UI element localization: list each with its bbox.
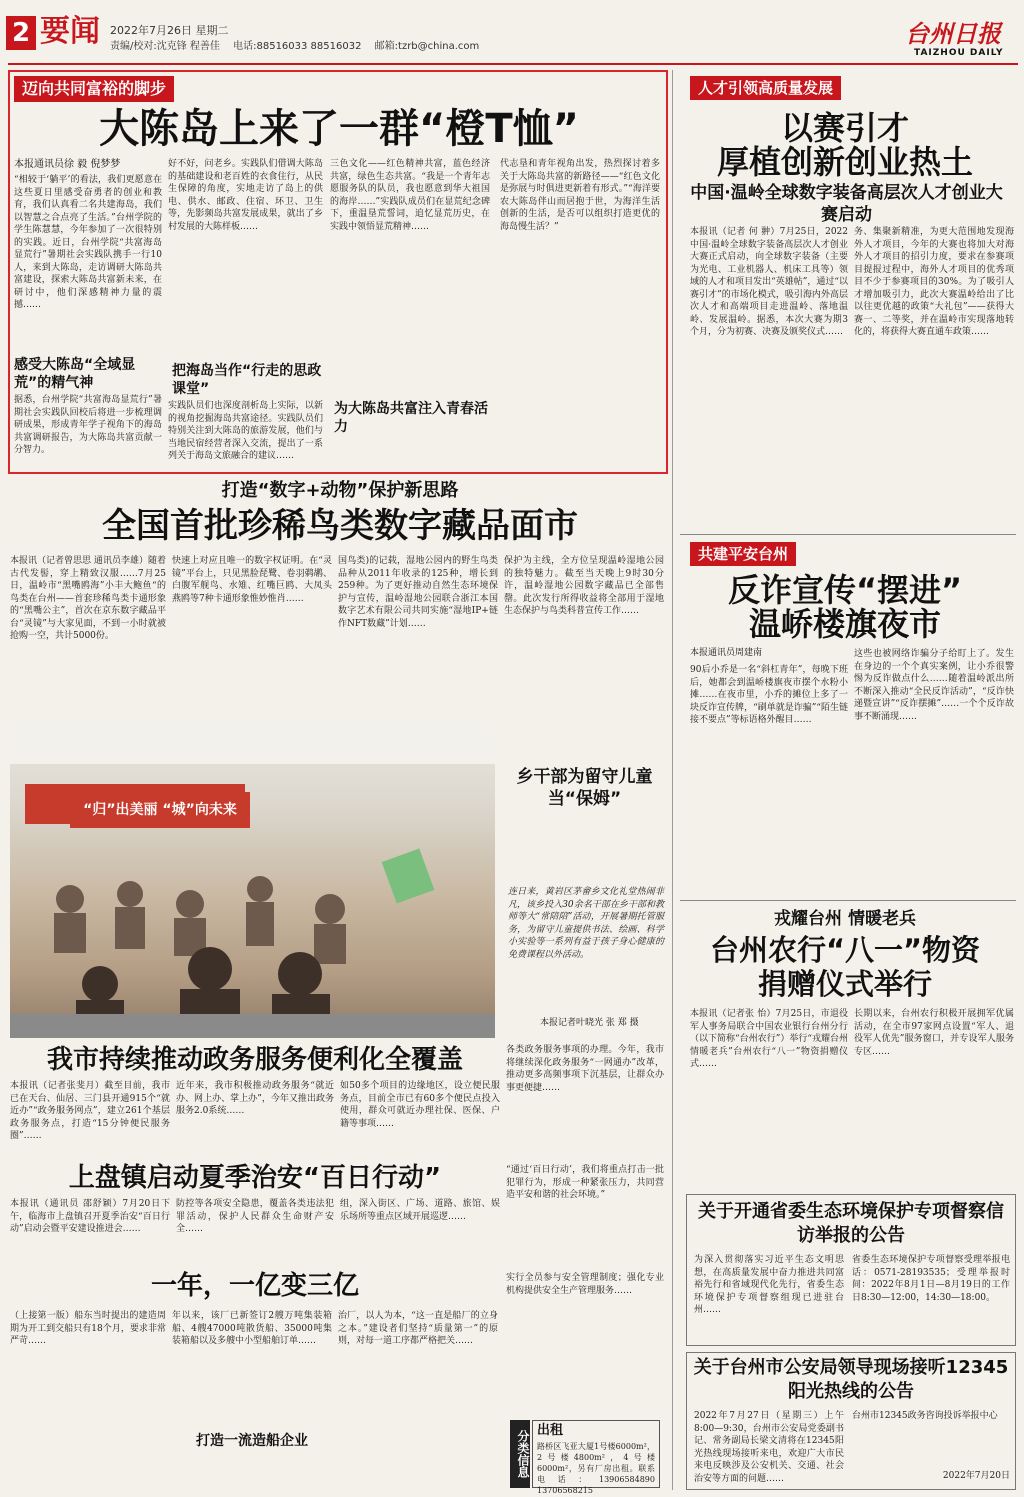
story1-col1: “相较于‘躺平’的看法，我们更愿意在这些夏日里感受奋勇者的创业和教育，我们认真看二名共建海岛，我们以智慧之合点亮了生活。”台州学院的学生陈慧慧，今年参加了一次很特别的实践。近日，台州学院“共富海岛显荒行”暑期社会实践队携手一行10人，来到大陈岛，走访调研大陈岛共富建设，探索大陈岛共富新未来，在研讨中，他们深感精神力量的震撼…… [14, 175, 162, 310]
classified-ad [532, 1420, 660, 1495]
masthead-credits [110, 40, 489, 53]
story2-kicker: 人才引领高质量发展 [690, 76, 841, 100]
story6-col2: 年以来，该厂已新签订2艘万吨集装箱船、4艘47000吨散货船、35000吨集装箱船以及多艘中小型船舶订单…… [172, 1311, 332, 1346]
story6-col1: （上接第一版）船东当时提出的建造周期为开工到交船只有18个月，要求非常严苛…… [10, 1311, 166, 1346]
notice2-body: 2022年7月27日（星期三）上午8:00—9:30，台州市公安局党委副书记、常务副局长梁文清将在12345阳光热线现场接听来电，欢迎广大市民来电反映涉及公安机关、交通、社会治安等方面的问题…… [694, 1411, 844, 1484]
story5-headline: 上盘镇启动夏季治安“百日行动” [68, 1163, 442, 1193]
story7-headline-2: 温峤楼旗夜市 [748, 605, 941, 643]
classified-label: 分类信息 [510, 1420, 530, 1488]
story1-col3: 三色文化——红色精神共富，蓝色经济共富，绿色生态共富。“我是一个青年志愿服务队的队员，我也愿意到华大祖国的海岸……”实践队成员们在显荒纪念碑下，重温垦荒誓词，追忆显荒历史，在实践中领悟显荒精神…… [330, 159, 490, 232]
story4-col2: 近年来，我市积极推动政务服务“就近办、网上办、掌上办”，今年又推出政务服务2.0系统…… [176, 1081, 334, 1116]
date-line: 2022年7月26日 星期二 [110, 24, 229, 37]
paper-logo: 台州日报 [905, 19, 1001, 48]
column-divider [672, 70, 673, 1490]
story8-overline: 戎耀台州 情暖老兵 [774, 909, 916, 929]
ad-body: 路桥区飞亚大厦1号楼6000m²，2号楼4800m²，4号楼6000m²，另有厂房出租。联系电话：13906584890 13706568215 [537, 1442, 655, 1495]
masthead-rule [8, 63, 1018, 65]
right-divider-1 [680, 534, 1016, 535]
news-photo-children-class [10, 724, 495, 1038]
notice1-title: 关于开通省委生态环境保护专项督察信访举报的公告 [698, 1201, 1004, 1246]
email-line: 邮箱:tzrb@china.com [374, 41, 480, 52]
story2-col2: 务、集聚新精准，为更大范围地发现海外人才项目，今年的大赛也将加大对海外人才项目的招引力度，要求在参赛项目提报过程中，海外人才项目的优秀项目不少于参赛项目的30%。为了吸引人才增加吸引力，此次大赛温岭给出了比以往更优越的政策“大礼包”——获得大赛一、二等奖，并在温岭市实现落地转化的，将获得大赛直通车政策…… [854, 227, 1014, 337]
story8-col2: 长期以来，台州农行积极开展拥军优属活动，在全市97家网点设置“军人、退役军人优先”服务窗口，并专设军人服务专区…… [854, 1009, 1014, 1057]
story5-col4: “通过‘百日行动’，我们将重点打击一批犯罪行为，形成一种紧张压力，共同营造平安和谐的社会环境。” [506, 1165, 664, 1200]
story1-byline: 本报通讯员徐 毅 倪梦梦 [14, 159, 121, 170]
story6-col4: 实行全员参与安全管理制度；强化专业机构提供安全生产管理服务…… [506, 1273, 664, 1296]
photo-side-headline: 乡干部为留守儿童当“保姆” [516, 767, 653, 809]
story1-kicker: 迈向共同富裕的脚步 [14, 76, 174, 102]
story7-headline-1: 反诈宣传“摆进” [727, 571, 963, 609]
notice2-title: 关于台州市公安局领导现场接听12345阳光热线的公告 [693, 1357, 1009, 1402]
story4-col3: 如50多个项目的边缘地区，设立便民服务点，目前全市已有60多个便民点投入使用，群众可就近办理社保、医保、户籍等事项…… [340, 1081, 500, 1129]
notice1-body: 为深入贯彻落实习近平生态文明思想，在高质量发展中奋力推进共同富裕先行和省域现代化先行，省委生态环境保护专项督察组现已进驻台州…… [694, 1255, 844, 1315]
story1-subhead1: 感受大陈岛“全域显荒”的精气神 [14, 357, 136, 391]
story7-col2: 这些也被网络诈骗分子给盯上了。发生在身边的一个个真实案例，让小乔很警惕为反诈做点什么……随着温岭派出所不断深入推动“全民反诈活动”，“反诈快递暨宣讲”“反诈摆摊”……一个个反诈故事不断涌现…… [854, 649, 1014, 722]
story5-col2: 防控等各项安全隐患，覆盖各类违法犯罪活动，保护人民群众生命财产安全…… [176, 1199, 334, 1234]
notice2-signature: 台州市12345政务咨询投诉举报中心 [852, 1411, 998, 1421]
photo-banner-text: “归”出美丽 “城”向未来 [70, 792, 250, 828]
story1-col2b: 实践队员们也深度剖析岛上实际，以新的视角挖掘海岛共富途径。实践队员们特别关注到大陈岛的旅游发展，他们与当地民宿经营者深入交流，提出了一系列关于海岛文旅融合的建议…… [168, 401, 323, 461]
story2-subhead: 中国·温岭全球数字装备高层次人才创业大赛启动 [690, 183, 1003, 225]
section-title: 要闻 [40, 14, 100, 49]
story1-col2: 好不好，问老乡。实践队们借调大陈岛的基础建设和老百姓的衣食住行，从民生保障的角度，实地走访了岛上的供电、供水、邮政、住宿、环卫、卫生等，先影频岛共富发展成果，就出了乡村发展的大陈样板…… [168, 159, 323, 232]
photo-credit: 本报记者叶晓光 张 郑 摄 [540, 1018, 639, 1028]
notice2-date: 2022年7月20日 [942, 1471, 1010, 1481]
story8-headline-1: 台州农行“八一”物资 [709, 933, 981, 967]
story3-col4: 保护为主线，全方位呈现温岭湿地公园的独特魅力。截至当天晚上9时30分许，温岭湿地公园数字藏品已全部售罄。此次发行所得收益将全部用于湿地生态保护与鸟类科普宣传工作…… [504, 556, 664, 616]
story2-headline-1: 以赛引才 [780, 109, 909, 147]
story8-col1: 本报讯（记者张 怡）7月25日，市退役军人事务局联合中国农业银行台州分行（以下简称“台州农行”）举行“戎耀台州 情暖老兵”台州农行“八一”物资捐赠仪式…… [690, 1009, 848, 1069]
story7-kicker: 共建平安台州 [690, 542, 796, 566]
story3-overline: 打造“数字+动物”保护新思路 [221, 480, 459, 501]
story5-col1: 本报讯（通讯员 邵舒颖）7月20日下午，临海市上盘镇召开夏季治安“百日行动”启动会暨平安建设推进会…… [10, 1199, 170, 1234]
right-divider-2 [680, 900, 1016, 901]
story8-headline-2: 捐赠仪式举行 [757, 967, 932, 1001]
ad-title: 出租 [537, 1423, 564, 1438]
story6-headline: 一年，一亿变三亿 [150, 1271, 359, 1301]
story3-col3: 国鸟类)的记载，湿地公园内的野生鸟类品种从2011年收录的125种，增长到259种。为了更好推动自然生态环境保护与宣传，温岭湿地公园联合浙江本国数字艺术有限公司共同实施“湿地IP+链作NFT数藏”计划…… [338, 556, 498, 629]
story7-byline: 本报通讯员周建南 [690, 648, 763, 658]
notice1-contact: 省委生态环境保护专项督察受理举报电话：0571-28193535；受理举报时间：2022年8月1日—8月19日的工作日8:30—12:00，14:30—18:00。 [852, 1255, 1010, 1303]
story3-headline: 全国首批珍稀鸟类数字藏品面市 [102, 506, 578, 546]
editor-line: 责编/校对:沈克锋 程善佳 [110, 41, 220, 52]
story2-col1: 本报讯（记者 何 翀）7月25日，2022中国·温岭全球数字装备高层次人才创业大赛正式启动，向全球数字装备（主要为光电、工业机器人、机床工具等）领域的人才和项目发出“英雄帖”，通过“以赛引才”的市场化模式，吸引海内外高层次人才和高端项目走进温岭、落地温岭、发展温岭。据悉，本次大赛为期3个月，分为初赛、决赛及颁奖仪式…… [690, 227, 848, 337]
photo-illustration [10, 724, 495, 1038]
story3-col2: 快速上对应且唯一的数字权证明。在“灵镜”平台上，只见黑脸琵鹭、卷羽鹈鹕、白腹军舰鸟、水雉、红嘴巨鸥、大凤头燕鸥等7种卡通形象惟妙惟肖…… [172, 556, 332, 604]
story5-col3: 组，深入街区、广场、道路、旅馆、娱乐场所等重点区域开展巡逻…… [340, 1199, 500, 1222]
story4-col4: 各类政务服务事项的办理。今年，我市将继续深化政务服务“一网通办”改革，推动更多高频事项下沉基层，让群众办事更便捷…… [506, 1045, 664, 1093]
page-number: 2 [6, 16, 36, 50]
story1-subhead3: 为大陈岛共富注入青春活力 [334, 401, 488, 435]
story1-col1b: 据悉，台州学院“共富海岛显荒行”暑期社会实践队回校后将进一步梳理调研成果，形成青年学子视角下的海岛共富调研报告，为大陈岛共富贡献一分智力。 [14, 395, 162, 455]
story4-col1: 本报讯（记者张斐月）截至目前，我市已在天台、仙居、三门县开通915个“就近办”“政务服务网点”，建立261个基层政务服务点，打造“15分钟便民服务圈”…… [10, 1081, 170, 1141]
story6-col3: 治厂，以人为本，“这一直是船厂的立身之本。”建设者们坚持“质量第一”的原则，对每一道工序都严格把关…… [338, 1311, 498, 1346]
phone-line: 电话:88516033 88516032 [233, 41, 362, 52]
paper-logo-en: TAIZHOU DAILY [914, 48, 1004, 58]
story1-subhead2: 把海岛当作“行走的思政课堂” [172, 363, 322, 397]
photo-caption: 连日来，黄岩区茅畲乡文化礼堂热闹非凡，该乡投入30余名干部在乡干部和教师等大“常陪陪”活动，开展暑期托管服务，为留守儿童提供书法、绘画、科学小实验等一系列有益于孩子身心健康的免费课程以外活动。 [508, 887, 664, 960]
story4-headline: 我市持续推动政务服务便利化全覆盖 [46, 1045, 463, 1075]
story1-col4: 代志垦和青年视角出发，热烈探讨着多关于大陈岛共富的新路径——“红色文化是弥展与时俱进更新着有形式。”“海洋要农大陈岛伴山而居抱于世，为海洋生活创新的生活，是否可以组织打造更优的海岛慢生活？” [500, 159, 660, 232]
story7-col1: 90后小乔是一名“斜杠青年”，每晚下班后，她都会到温峤楼旗夜市摆个水粉小摊……在夜市里，小乔的摊位上多了一块反诈宣传牌，“刷单就是诈骗”“陌生链接不要点”等标语格外醒目…… [690, 665, 848, 725]
story1-headline: 大陈岛上来了一群“橙T恤” [99, 106, 579, 152]
story3-col1: 本报讯（记者曾思思 通讯员李雄）随着古代发髻，穿上精致汉服……7月25日，温岭市“黑嘴鸥海”小丰大鲍鱼“的鸟类在台州——首套珍稀鸟类卡通形象的“黑嘴公主”，首次在京东数字藏品平台“灵镜”与大家见面，不到一小时就被抢购一空，共计5000份。 [10, 556, 166, 641]
story2-headline-2: 厚植创新创业热土 [716, 143, 973, 181]
story6-subhead: 打造一流造船企业 [196, 1433, 308, 1449]
